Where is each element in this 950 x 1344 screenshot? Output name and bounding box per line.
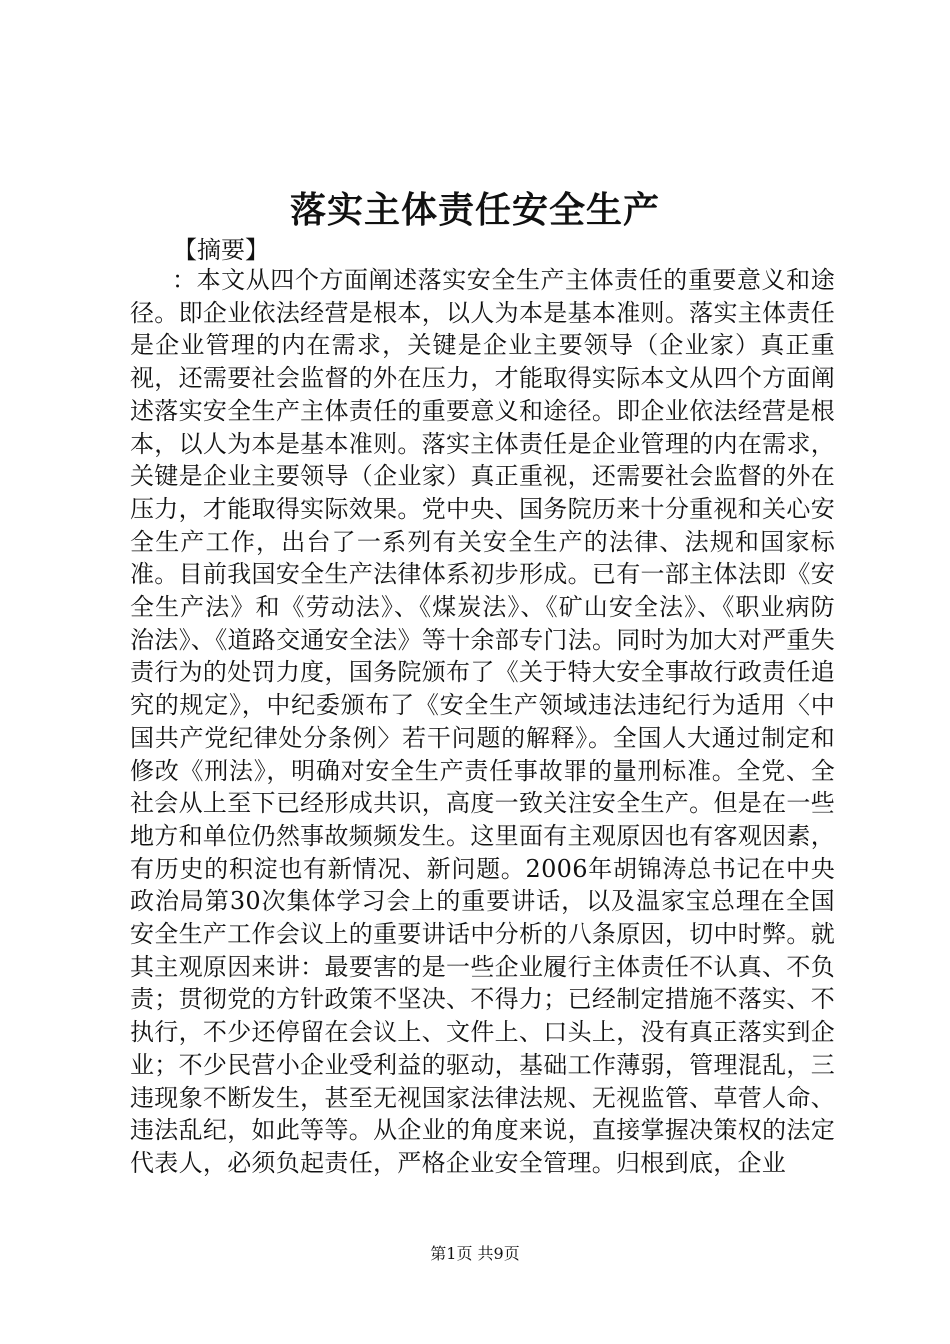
abstract-label: 【摘要】 <box>173 236 269 264</box>
document-title: 落实主体责任安全生产 <box>289 189 660 231</box>
page-footer <box>0 1243 950 1265</box>
page-number: 第1页 共9页 <box>430 1244 520 1263</box>
body-paragraph: ：本文从四个方面阐述落实安全生产主体责任的重要意义和途径。即企业依法经营是根本，以人为本是基本准则。落实主体责任是企业管理的内在需求，关键是企业主要领导（企业家）真正重视，还需要社会监督的外在压力，才能取得实际本文从四个方面阐述落实安全生产主体责任的重要意义和途径。即企业依法经营是根本，以人为本是基本准则。落实主体责任是企业管理的内在需求，关键是企业主要领导（企业家）真正重视，还需要社会监督的外在压力，才能取得实际效果。党中央、国务院历来十分重视和关心安全生产工作，出台了一系列有关安全生产的法律、法规和国家标准。目前我国安全生产法律体系初步形成。已有一部主体法即《安全生产法》和《劳动法》、《煤炭法》、《矿山安全法》、《职业病防治法》、《道路交通安全法》等十余部专门法。同时为加大对严重失责行为的处罚力度，国务院颁布了《关于特大安全事故行政责任追究的规定》，中纪委颁布了《安全生产领域违法违纪行为适用〈中国共产党纪律处分条例〉若干问题的解释》。全国人大通过制定和修改《刑法》，明确对安全生产责任事故罪的量刑标准。全党、全社会从上至下已经形成共识，高度一致关注安全生产。但是在一些地方和单位仍然事故频频发生。这里面有主观原因也有客观因素，有历史的积淀也有新情况、新问题。2006年胡锦涛总书记在中央政治局第30次集体学习会上的重要讲话，以及温家宝总理在全国安全生产工作会议上的重要讲话中分析的八条原因，切中时弊。就其主观原因来讲：最要害的是一些企业履行主体责任不认真、不负责；贯彻党的方针政策不坚决、不得力；已经制定措施不落实、不执行，不少还停留在会议上、文件上、口头上，没有真正落实到企业；不少民营小企业受利益的驱动，基础工作薄弱，管理混乱，三违现象不断发生，甚至无视国家法律法规、无视监管、草菅人命、违法乱纪，如此等等。从企业的角度来说，直接掌握决策权的法定代表人，必须负起责任，严格企业安全管理。归根到底，企业 <box>130 266 835 1177</box>
